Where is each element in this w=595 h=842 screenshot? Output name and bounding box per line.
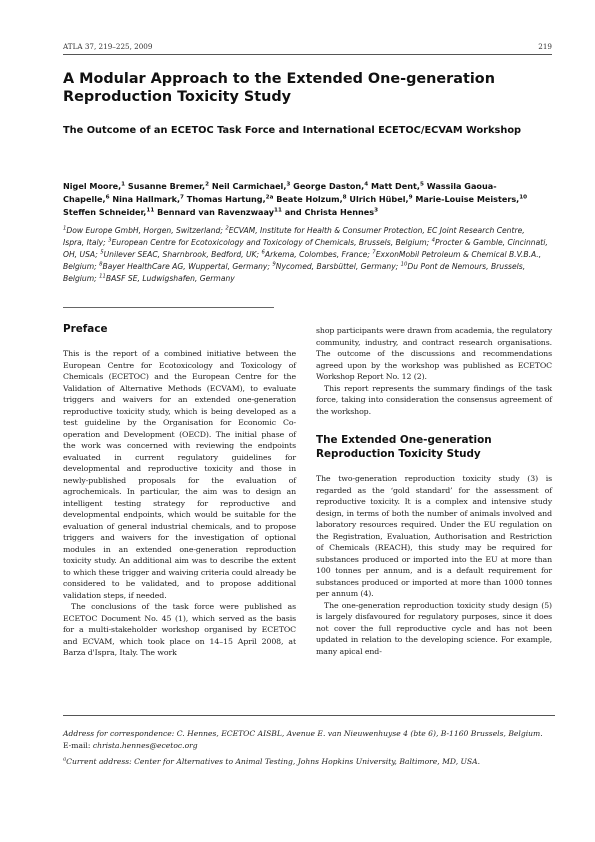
preface-heading: Preface [63,323,108,335]
affiliation-text: Procter & Gamble, Cincinnati, OH, USA; [63,238,548,260]
journal-citation: ATLA 37, 219–225, 2009 [63,42,153,51]
section-divider [63,307,274,308]
affiliation-text: Unilever SEAC, Sharnbrook, Bedford, UK; [103,250,262,260]
author-name: Steffen Schneider, [63,207,147,217]
section-heading-extended-study: The Extended One-generation Reproduction Toxicity Study [316,434,492,460]
preface-paragraph-3: This report represents the summary findings of the task force, taking into consideration the consensus agreement of the workshop. [316,383,552,416]
affiliation-marker: 9 [272,261,276,268]
author-affiliation-marker: 9 [408,194,413,201]
article-title: A Modular Approach to the Extended One-generation Reproduction Toxicity Study [63,71,495,105]
author-name: Wassila Gaoua-Chapelle, [63,181,497,204]
author-name: Thomas Hartung, [183,194,266,204]
running-head [63,42,552,55]
author-affiliation-marker: 7 [180,194,184,201]
author-affiliation-marker: 4 [364,181,369,188]
left-column [63,322,296,659]
author-name: Susanne Bremer, [125,181,206,191]
author-name: Beate Holzum, [273,194,343,204]
affiliation-marker: 1 [63,225,67,232]
footnote-block [63,715,555,768]
email-link[interactable]: christa.hennes@ecetoc.org [92,740,198,750]
author-affiliation-marker: 3 [286,181,291,188]
right-column [316,325,552,657]
author-affiliation-marker: 3 [374,207,379,214]
affiliation-marker: 8 [99,261,103,268]
affiliation-text: Du Pont de Nemours, Brussels, Belgium; [63,262,526,284]
current-address [63,756,555,768]
author-affiliation-marker: 10 [519,194,528,201]
author-name: Marie-Louise Meisters, [412,194,520,204]
affiliation-text: Arkema, Colombes, France; [264,250,373,260]
article-subtitle: The Outcome of an ECETOC Task Force and International ECETOC/ECVAM Workshop [63,125,522,136]
affiliation-marker: 4 [431,237,436,244]
author-affiliation-marker: 2a [265,194,274,201]
affiliation-marker: 7 [372,249,376,256]
affiliation-text: ExxonMobil Petroleum & Chemical B.V.B.A., Belgium; [63,250,542,272]
author-name: Nina Hallmark, [109,194,181,204]
page-number: 219 [538,42,552,51]
affiliation-marker: 11 [99,273,106,280]
affiliation-text: Nycomed, Barsbüttel, Germany; [275,262,401,272]
author-name: Bennard van Ravenzwaay [154,207,275,217]
affiliation-text: BASF SE, Ludwigshafen, Germany [105,274,235,284]
author-name: Ulrich Hübel, [346,194,409,204]
affiliation-text: European Centre for Ecotoxicology and Toxicology of Chemicals, Brussels, Belgium; [111,238,432,248]
affiliation-marker: 5 [100,249,104,256]
author-affiliation-marker: 1 [121,181,126,188]
preface-paragraph-1: This is the report of a combined initiative between the European Centre for Ecotoxicology and Toxicology of Chemicals (ECETOC) and the European Centre for the Validation of Alternative Methods (ECVAM), to evaluate triggers and waivers for an extended one-generation reproductive toxicity study, which is being developed as a test guideline by the Organisation for Economic Co-operation and Development (OECD). The initial phase of the work was concerned with reviewing the endpoints evaluated in current regulatory guidelines for developmental and reproductive toxicity and those in newly-published proposals for the evaluation of agrochemicals. In particular, the aim was to design an intelligent testing strategy for reproductive and developmental endpoints, which would be suitable for the evaluation of general industrial chemicals, and to propose triggers and waivers for the investigation of optional modules in an extended one-generation reproduction toxicity study. An additional aim was to describe the extent to which these trigger and waiving criteria could already be considered to be validated, and to propose additional validation steps, if needed. [63,349,296,600]
author-affiliation-marker: 11 [146,207,155,214]
author-name: Nigel Moore, [63,181,122,191]
author-affiliation-marker: 2 [205,181,209,188]
affiliation-marker: 2 [225,225,229,232]
current-address-text: Current address: Center for Alternatives to Animal Testing, Johns Hopkins University, Baltimore, MD, USA. [66,757,481,766]
current-address-marker: a [63,756,67,763]
author-name: Neil Carmichael, [209,181,287,191]
author-affiliation-marker: 8 [342,194,347,201]
preface-paragraph-2-end: shop participants were drawn from academia, the regulatory community, industry, and contract research organisations. The outcome of the discussions and recommendations agreed upon by the workshop was published as ECETOC Workshop Report No. 12 (2). [316,326,552,381]
affiliation-marker: 10 [400,261,408,268]
affiliation-list [63,225,548,285]
author-name: Matt Dent, [368,181,420,191]
correspondence-address: Address for correspondence: C. Hennes, ECETOC AISBL, Avenue E. van Nieuwenhuyse 4 (bte 6), B-1160 Brussels, Belgium. [63,729,543,738]
affiliation-marker: 6 [261,249,265,256]
author-affiliation-marker: 5 [419,181,424,188]
author-affiliation-marker: 6 [105,194,110,201]
author-affiliation-marker: 11 [274,207,282,214]
affiliation-text: Bayer HealthCare AG, Wuppertal, Germany; [102,262,273,272]
author-name: and Christa Hennes [281,207,375,217]
section2-paragraph-1: The two-generation reproduction toxicity study (3) is regarded as the ‘gold standard’ for the assessment of reproductive toxicity. It is a complex and intensive study design, in terms of both the number of animals involved and laboratory resources required. Under the EU regulation on the Registration, Evaluation, Authorisation and Restriction of Chemicals (REACH), this study may be required for substances produced or imported into the EU at more than 100 tonnes per annum, and is a default requirement for substances produced or imported at more than 1000 tonnes per annum (4). [316,474,552,598]
email-label: E-mail: [63,740,93,750]
section2-paragraph-2: The one-generation reproduction toxicity study design (5) is largely disfavoured for regulatory purposes, since it does not cover the full reproductive cycle and has not been updated in relation to the developing science. For example, many apical end- [316,600,552,656]
affiliation-text: ECVAM, Institute for Health & Consumer Protection, EC Joint Research Centre, Ispra, Italy; [63,226,525,248]
affiliation-text: Dow Europe GmbH, Horgen, Switzerland; [66,226,226,235]
author-list [63,180,543,219]
preface-paragraph-2-start: The conclusions of the task force were published as ECETOC Document No. 45 (1), which served as the basis for a multi-stakeholder workshop organised by ECETOC and ECVAM, which took place on 14–15 April 2008, at Barza d'Ispra, Italy. The work [63,602,296,657]
email-line [63,740,555,752]
affiliation-marker: 3 [108,237,112,244]
author-name: George Daston, [290,181,365,191]
